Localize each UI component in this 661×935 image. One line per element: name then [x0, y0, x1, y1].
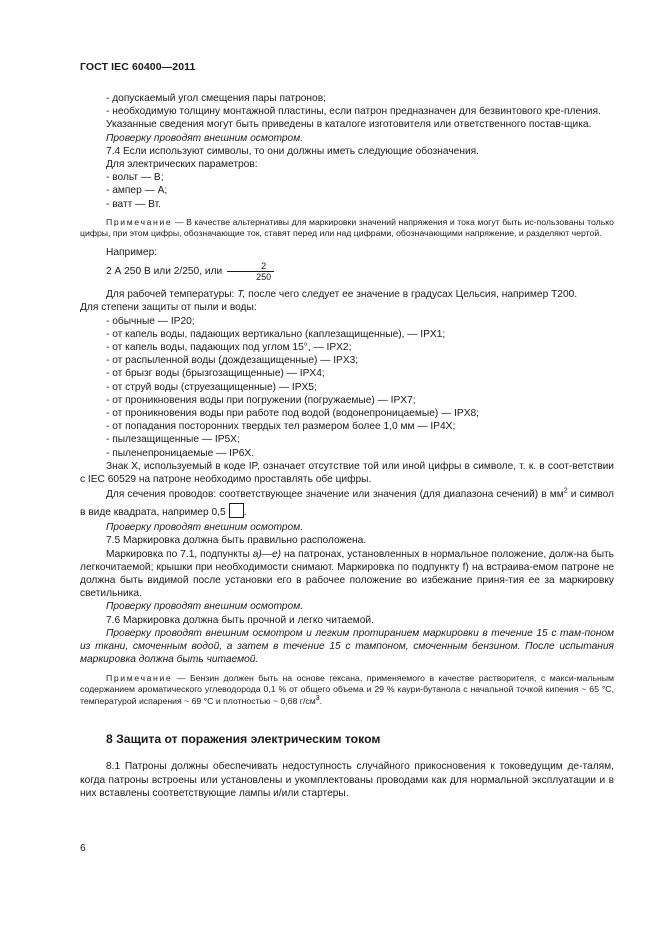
list-item: - от капель воды, падающих под углом 15°, — IPX2; [106, 342, 352, 354]
check-note: Проверку проводят внешним осмотром. [106, 132, 304, 144]
paragraph: Для электрических параметров: [106, 159, 258, 171]
paragraph: Указанные сведения могут быть приведены в каталоге изготовителя или ответственного постав-щика. [106, 119, 592, 131]
list-item: - ампер — А; [106, 185, 168, 197]
paragraph [80, 548, 614, 601]
square-symbol [229, 503, 244, 518]
paragraph: 8.1 Патроны должны обеспечивать недоступность случайного прикосновения к токоведущим де-талям, когда патроны встроены или установлены и укомплектованы проводами как для нормальной эксплуатации и в них вставлены соответствующие лампы и/или стартеры. [80, 761, 614, 799]
note-text: — В качестве альтернативы для маркировки значений напряжения и тока могут быть ис-пользованы только цифры, при этом цифры, обозначающие ток, ставят перед или над цифрами, обозначающими напряжение, и разделяют чертой. [80, 216, 614, 239]
text-run: и символ в виде квадрата, например 0,5 [80, 489, 615, 519]
paragraph: Например: [106, 247, 158, 259]
check-note: Проверку проводят внешним осмотром. [106, 522, 304, 534]
document-body [80, 92, 614, 800]
list-item: - от проникновения воды при работе под водой (водонепроницаемые) — IPX8; [106, 408, 480, 420]
note-2 [80, 673, 614, 708]
note-1 [80, 217, 614, 240]
superscript: 2 [563, 487, 568, 495]
list-item: - от струй воды (струезащищенные) — IPX5; [106, 381, 317, 393]
list-item: - пылезащищенные — IP5X; [106, 434, 240, 446]
check-note: Проверку проводят внешним осмотром и легким протиранием маркировки в течение 15 с там-поном из ткани, смоченным водой, а затем в течение 15 с тампоном, смоченным бензином. После испытания маркировка должна быть читаемой. [80, 627, 614, 666]
ip-list [80, 315, 614, 460]
page-number: 6 [80, 843, 86, 854]
fraction-numerator: 2 [227, 261, 274, 272]
fraction-denominator: 250 [256, 272, 272, 283]
list-item: - от брызг воды (брызгозащищенные) — IPX4; [106, 368, 325, 380]
paragraph: 7.4 Если используют символы, то они должны иметь следующие обозначения. [106, 145, 480, 157]
text-run-italic: a)—e) [252, 548, 282, 560]
note-label: Примечание [106, 216, 173, 227]
text-run: Маркировка по 7.1, подпункты [106, 548, 253, 560]
paragraph: 7.6 Маркировка должна быть прочной и легко читаемой. [106, 614, 374, 626]
formula-line [80, 261, 614, 282]
paragraph: Знак X, используемый в коде IP, означает отсутствие той или иной цифры в символе, т. к. в соот-ветствии с IEC 60529 на патроне необходимо проставлять обе цифры. [80, 460, 614, 486]
note-label: Примечание [106, 672, 173, 683]
list-item: - допускаемый угол смещения пары патронов; [106, 93, 326, 104]
text-run: Для рабочей температуры: [106, 289, 238, 301]
list-item: - от попадания посторонних твердых тел размером более 1,0 мм — IP4X; [106, 421, 456, 433]
superscript: 3 [315, 694, 320, 702]
note-text: — Бензин должен быть на основе гексана, применяемого в качестве растворителя, с макси-мальным содержанием ароматического углеводорода 0,1 % от общего объема и 29 % каури-бутанола с начальной точкой кипения ~ 65 °С, температурой испарения ~ 69 °С и плотностью ~ 0,68 г/см [80, 672, 614, 706]
text-run-italic: T, [237, 289, 246, 301]
text-run: после чего следует ее значение в градусах Цельсия, например Т200. [245, 289, 578, 301]
list-item: - пыленепроницаемые — IP6X. [106, 447, 255, 459]
text-run: Для сечения проводов: соответствующее значение или значения (для диапазона сечений) в мм [106, 489, 564, 501]
list-item: - необходимую толщину монтажной пластины, если патрон предназначен для безвинтового кре-пления. [106, 106, 601, 118]
paragraph: 7.5 Маркировка должна быть правильно расположена. [106, 535, 367, 547]
text-run: на патронах, установленных в нормальное положение, долж-на быть легкочитаемой; крышки при необходимости снимают. Маркировка по подпункту f) на встраива-емом патроне не должна быть видимой после установки его в рабочее положение во избежание приня-тия ее за маркировку светильника. [80, 548, 614, 600]
list-item: - обычные — IP20; [106, 315, 195, 327]
list-item: - вольт — В; [106, 172, 164, 184]
paragraph [80, 288, 614, 301]
paragraph: Для степени защиты от пыли и воды: [80, 302, 257, 314]
fraction [227, 261, 274, 282]
formula-text: 2 А 250 В или 2/250, или [106, 266, 223, 278]
list-item: - от капель воды, падающих вертикально (каплезащищенные), — IPX1; [106, 328, 446, 340]
paragraph [80, 486, 614, 521]
list-item: - от распыленной воды (дождезащищенные) — IPX3; [106, 355, 359, 367]
list-item: - от проникновения воды при погружении (погружаемые) — IPX7; [106, 394, 416, 406]
text-run: . [243, 507, 247, 519]
list-item: - ватт — Вт. [106, 198, 161, 210]
text-run: . [319, 695, 323, 706]
document-header: ГОСТ IEC 60400—2011 [80, 61, 196, 73]
section-title: 8 Защита от поражения электрическим током [106, 732, 381, 747]
check-note: Проверку проводят внешним осмотром. [106, 601, 304, 613]
